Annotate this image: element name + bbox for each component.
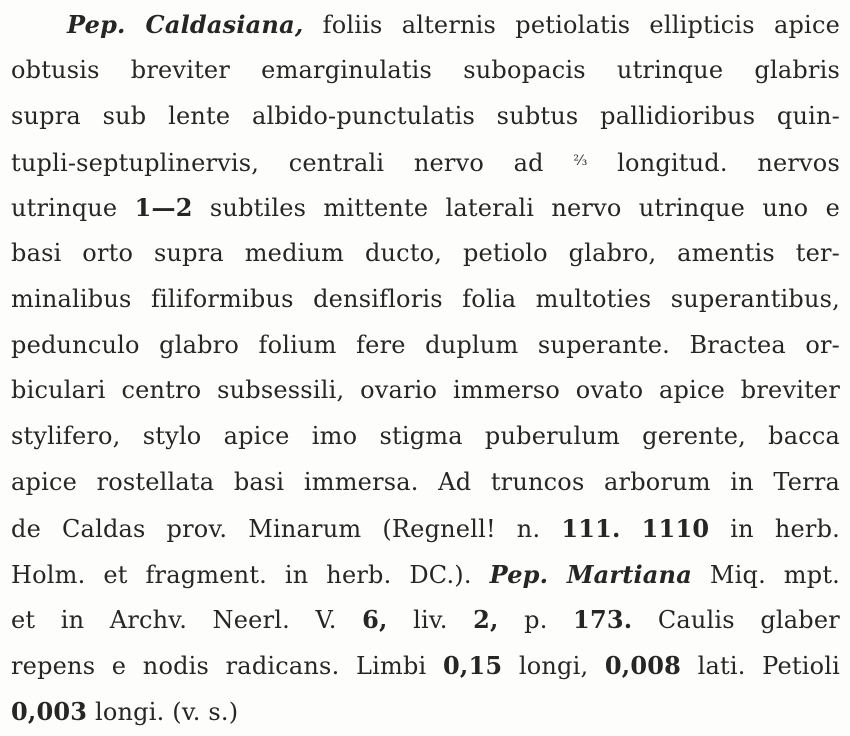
text-line-13 bbox=[11, 552, 840, 598]
species-name-caldasiana: Pep. Caldasiana, bbox=[67, 10, 304, 39]
line-15-text-b: longi, bbox=[518, 652, 589, 681]
text-line-11: apice rostellata basi immersa. Ad truncos arborum in Terra bbox=[11, 467, 840, 496]
text-line-15 bbox=[11, 643, 840, 689]
limb-length-value: 0,15 bbox=[443, 651, 503, 681]
text-line-3: supra sub lente albido-punctulatis subtus pallidioribus quin- bbox=[11, 101, 840, 130]
line-16-text: longi. (v. s.) bbox=[95, 697, 239, 726]
text-line-12 bbox=[11, 506, 840, 552]
line-13-text-a: Holm. et fragment. in herb. DC.). bbox=[11, 560, 472, 589]
line-15-text-c: lati. Petioli bbox=[697, 652, 840, 681]
line-14-text-a: et in Archv. Neerl. V. bbox=[11, 606, 337, 635]
line-14-text-b: liv. bbox=[413, 606, 448, 635]
line-12-text-b: in herb. bbox=[730, 514, 840, 543]
text-line-9: biculari centro subsessili, ovario immerso ovato apice breviter bbox=[11, 376, 840, 405]
line-4-text-b: longitud. nervos bbox=[617, 149, 840, 178]
specimen-number-2: 1110 bbox=[641, 513, 710, 543]
line-14-text-c: p. bbox=[524, 606, 548, 635]
text-line-4 bbox=[11, 139, 840, 185]
line-1-text: foliis alternis petiolatis ellipticis apice bbox=[322, 11, 840, 39]
text-line-7: minalibus filiformibus densifloris folia multoties superantibus, bbox=[11, 284, 840, 313]
line-5-text-b: subtiles mittente laterali nervo utrinque uno e bbox=[209, 194, 840, 223]
petiole-length-value: 0,003 bbox=[11, 696, 88, 726]
page-number-reference: 173. bbox=[573, 605, 633, 635]
text-line-16 bbox=[11, 689, 840, 735]
text-line-8: pedunculo glabro folium fere duplum superante. Bractea or- bbox=[11, 330, 840, 359]
volume-number: 6, bbox=[362, 605, 388, 635]
text-line-6: basi orto supra medium ducto, petiolo glabro, amentis ter- bbox=[11, 238, 840, 267]
text-line-5 bbox=[11, 185, 840, 231]
line-15-text-a: repens e nodis radicans. Limbi bbox=[11, 652, 427, 681]
nerve-count-range: 1—2 bbox=[134, 193, 193, 223]
text-line-14 bbox=[11, 597, 840, 643]
limb-width-value: 0,008 bbox=[604, 651, 682, 681]
species-name-martiana: Pep. Martiana bbox=[489, 559, 692, 589]
line-13-text-b: Miq. mpt. bbox=[709, 560, 840, 589]
specimen-number-1: 111. bbox=[561, 513, 621, 543]
text-line-10: stylifero, stylo apice imo stigma puberulum gerente, bacca bbox=[11, 422, 840, 451]
line-4-text-a: tupli-septuplinervis, centrali nervo ad bbox=[11, 149, 544, 178]
line-5-text-a: utrinque bbox=[11, 194, 118, 223]
text-line-2: obtusis breviter emarginulatis subopacis utrinque glabris bbox=[11, 55, 840, 84]
text-line-1 bbox=[67, 2, 840, 48]
livraison-number: 2, bbox=[473, 605, 499, 635]
line-14-text-d: Caulis glaber bbox=[657, 606, 840, 635]
line-12-text-a: de Caldas prov. Minarum (Regnell! n. bbox=[11, 514, 541, 543]
fraction-two-thirds: ²⁄₃ bbox=[573, 153, 588, 170]
